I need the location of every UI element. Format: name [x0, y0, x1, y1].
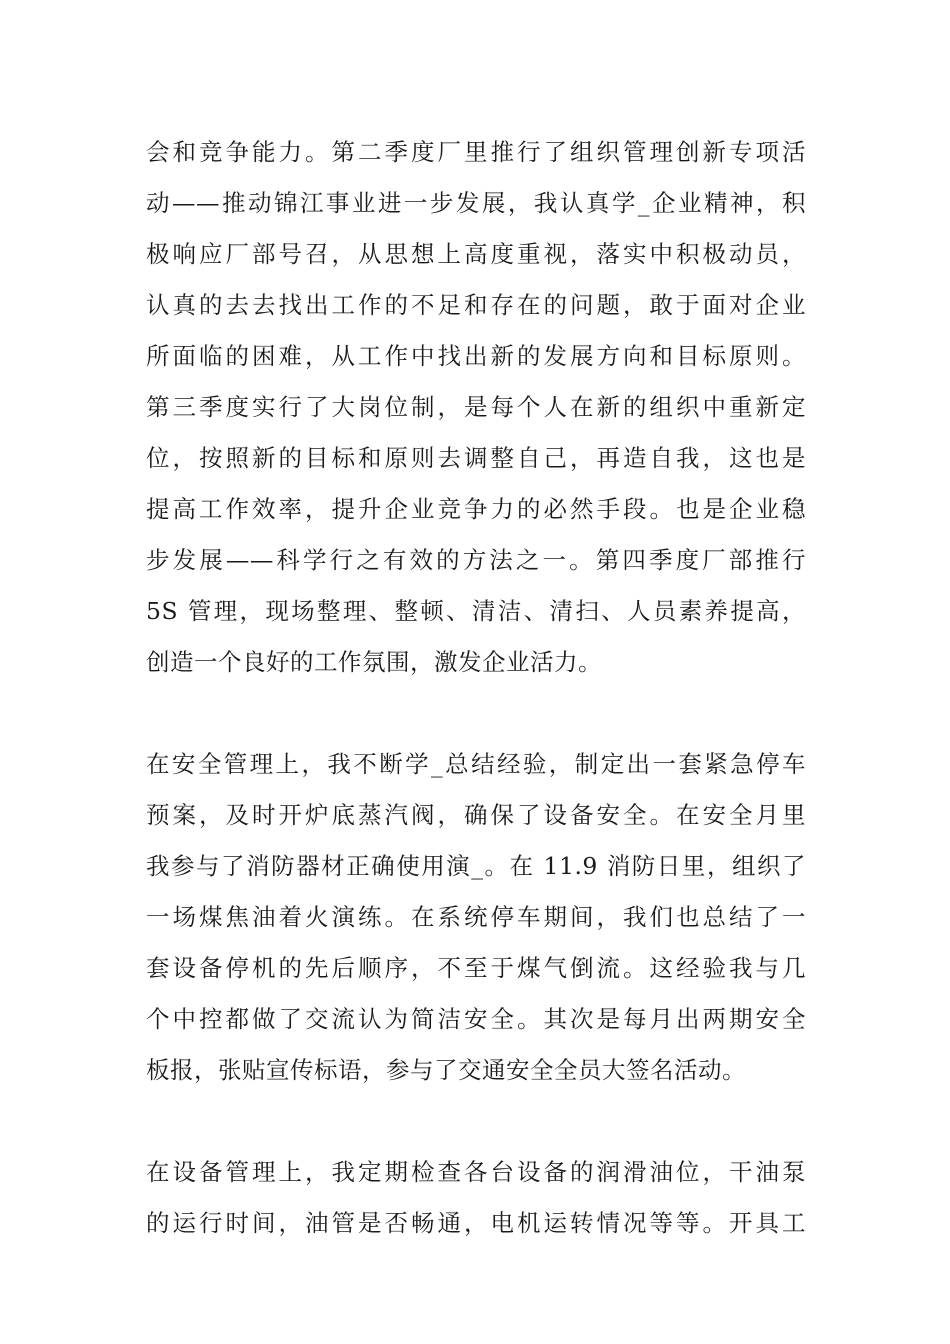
text-line: 个中控都做了交流认为简洁安全。其次是每月出两期安全: [146, 1005, 806, 1033]
text-line: 5S 管理，现场整理、整顿、清洁、清扫、人员素养提高，: [146, 597, 806, 625]
text-line: 第三季度实行了大岗位制，是每个人在新的组织中重新定: [146, 393, 806, 421]
text-line: 会和竞争能力。第二季度厂里推行了组织管理创新专项活: [146, 138, 806, 166]
text-line: 提高工作效率，提升企业竞争力的必然手段。也是企业稳: [146, 495, 806, 523]
paragraph-spacer: [146, 1096, 806, 1147]
text-line: 在设备管理上，我定期检查各台设备的润滑油位，干油泵: [146, 1158, 806, 1186]
text-line: 预案，及时开炉底蒸汽阀，确保了设备安全。在安全月里: [146, 801, 806, 829]
text-line: 位，按照新的目标和原则去调整自己，再造自我，这也是: [146, 444, 806, 472]
text-line: 套设备停机的先后顺序，不至于煤气倒流。这经验我与几: [146, 954, 806, 982]
text-line: 板报，张贴宣传标语，参与了交通安全全员大签名活动。: [146, 1056, 746, 1084]
text-line: 创造一个良好的工作氛围，激发企业活力。: [146, 648, 602, 676]
text-line: 一场煤焦油着火演练。在系统停车期间，我们也总结了一: [146, 903, 806, 931]
text-line: 的运行时间，油管是否畅通，电机运转情况等等。开具工: [146, 1209, 806, 1237]
text-line: 步发展——科学行之有效的方法之一。第四季度厂部推行: [146, 546, 806, 574]
paragraph-spacer: [146, 688, 806, 739]
paragraph-management: [146, 127, 806, 688]
paragraph-equipment: [146, 1147, 806, 1249]
text-line: 我参与了消防器材正确使用演_。在 11.9 消防日里，组织了: [146, 852, 806, 880]
text-line: 认真的去去找出工作的不足和存在的问题，敢于面对企业: [146, 291, 806, 319]
text-line: 所面临的困难，从工作中找出新的发展方向和目标原则。: [146, 342, 806, 370]
text-line: 在安全管理上，我不断学_总结经验，制定出一套紧急停车: [146, 750, 806, 778]
text-line: 动——推动锦江事业进一步发展，我认真学_企业精神，积: [146, 189, 806, 217]
paragraph-safety: [146, 739, 806, 1096]
document-body: [146, 127, 806, 1249]
text-line: 极响应厂部号召，从思想上高度重视，落实中积极动员，: [146, 240, 806, 268]
